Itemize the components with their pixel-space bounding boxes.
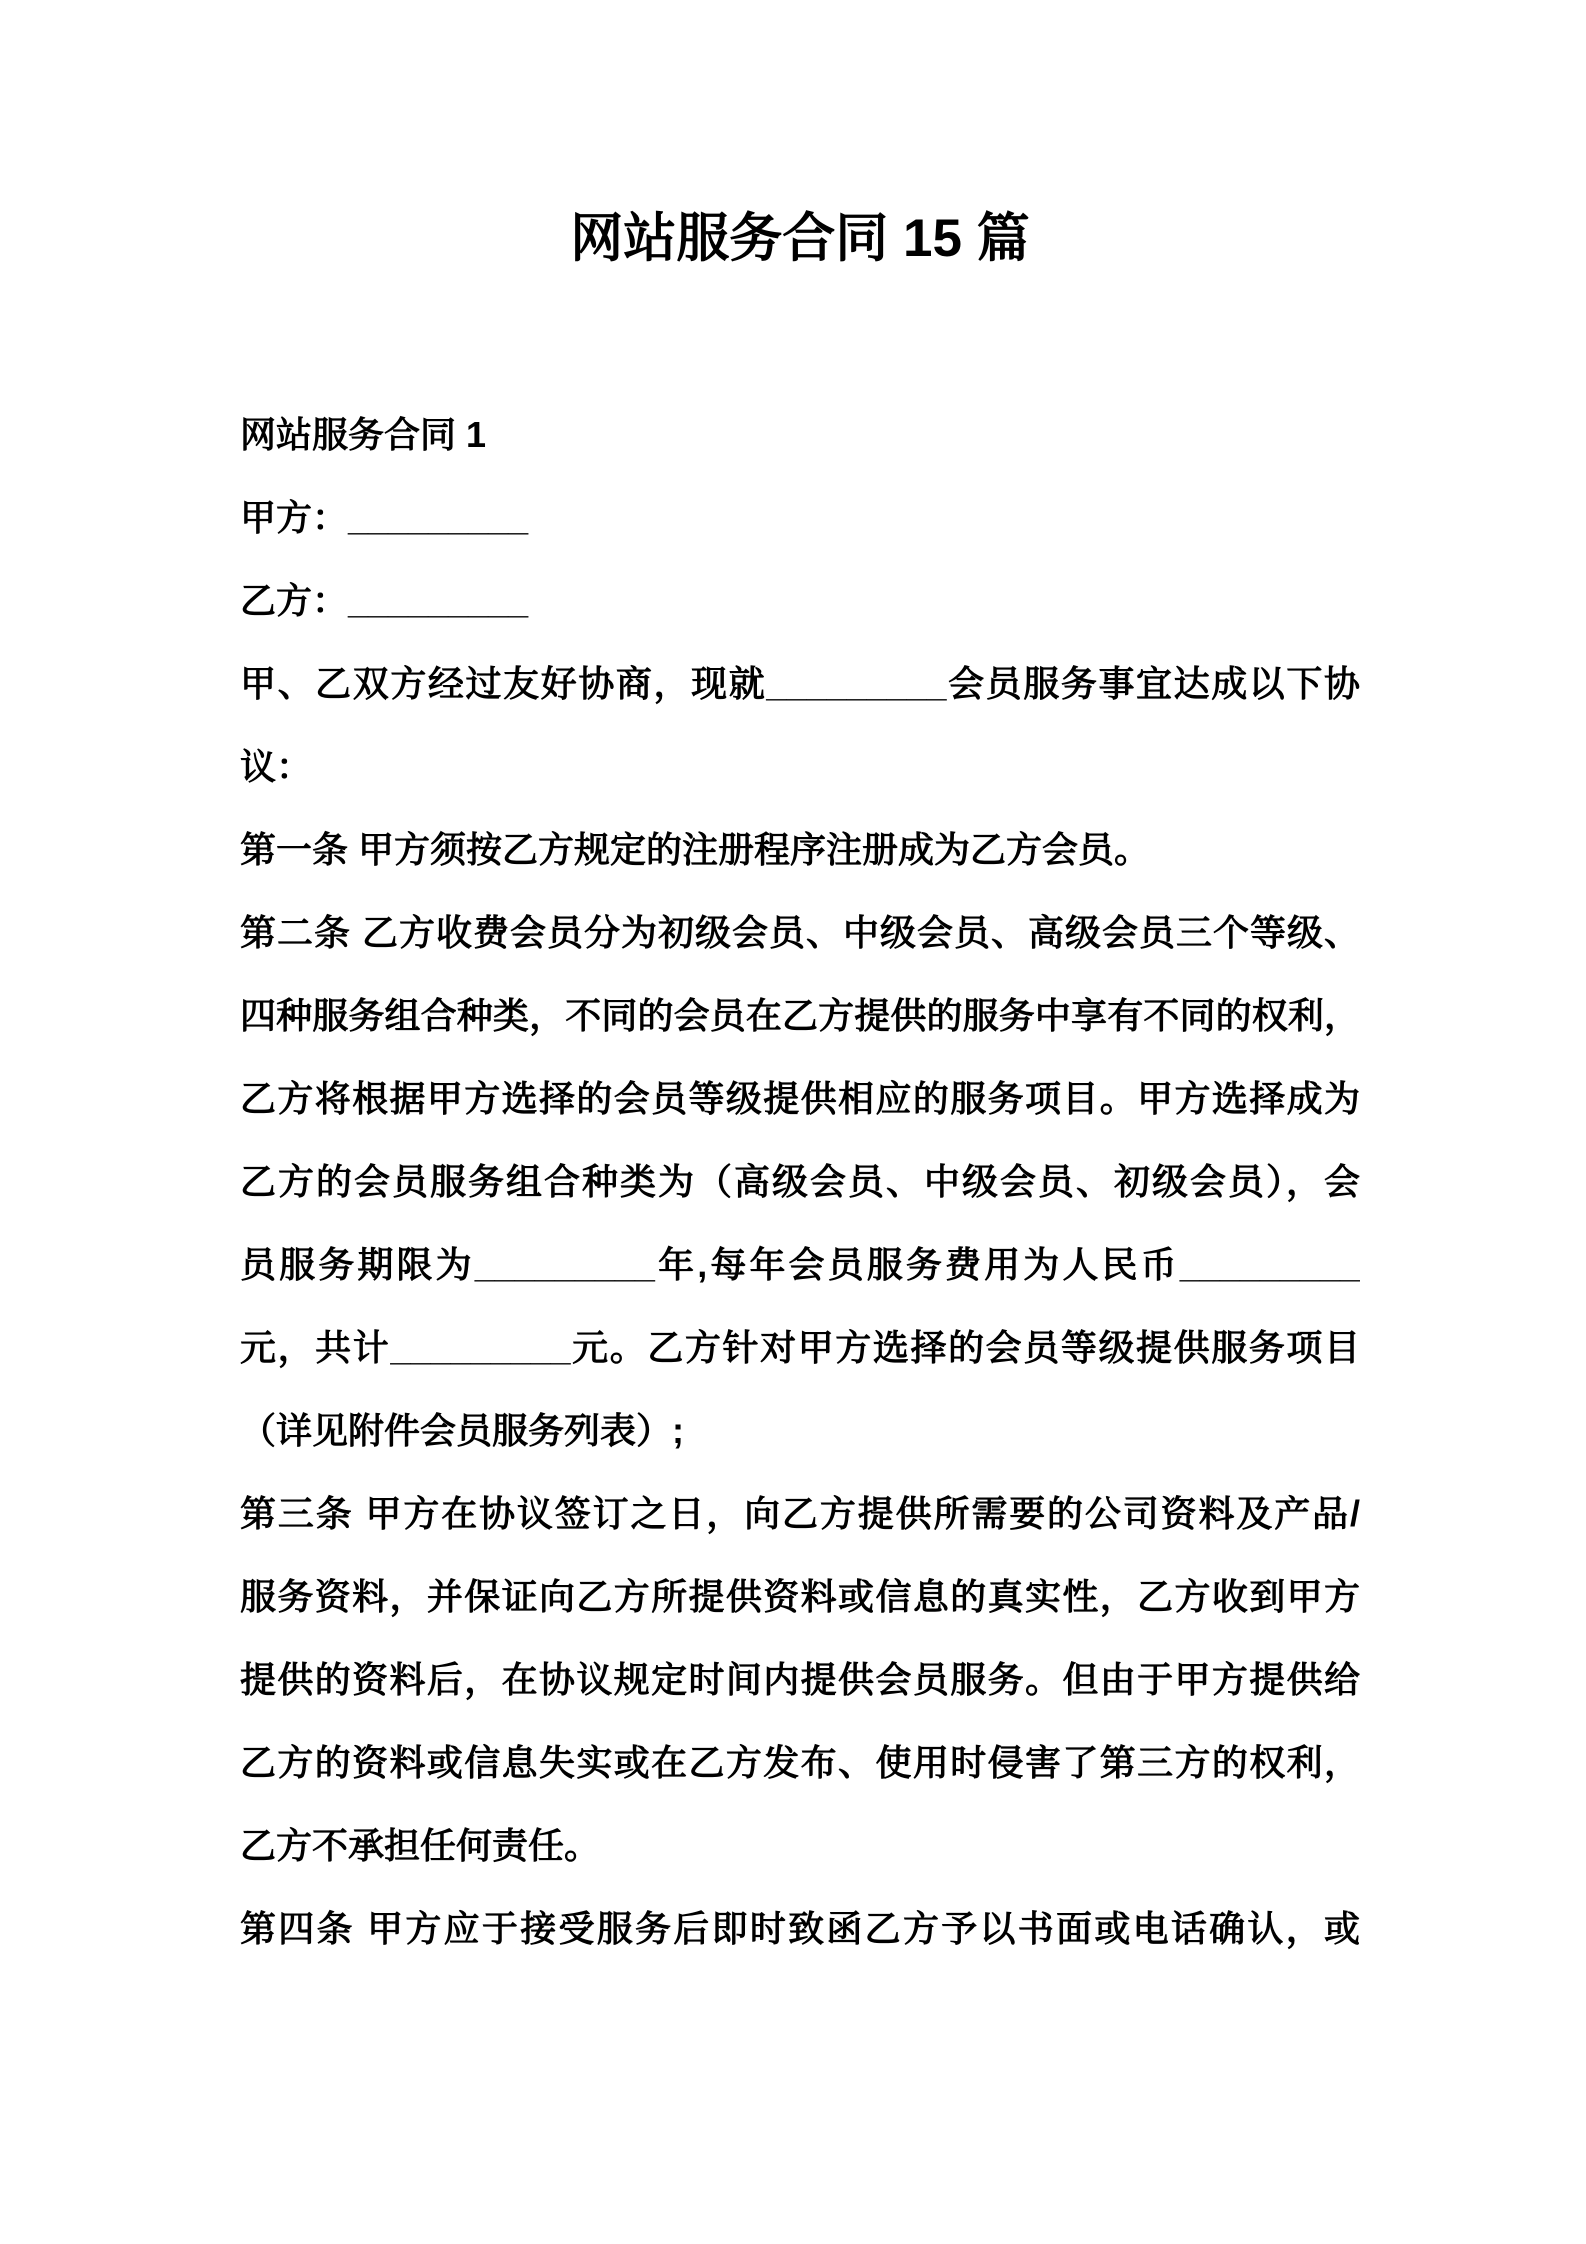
document-line: 乙方的资料或信息失实或在乙方发布、使用时侵害了第三方的权利， [240, 1742, 1360, 1783]
document-line: 甲、乙双方经过友好协商，现就_________会员服务事宜达成以下协 [240, 663, 1360, 704]
document-line: 服务资料，并保证向乙方所提供资料或信息的真实性，乙方收到甲方 [240, 1576, 1360, 1617]
document-line: （详见附件会员服务列表）; [240, 1410, 684, 1451]
document-line: 员服务期限为_________年,每年会员服务费用为人民币_________ [240, 1244, 1360, 1285]
document-line: 第二条 乙方收费会员分为初级会员、中级会员、高级会员三个等级、 [240, 912, 1360, 953]
document-body [240, 393, 1360, 1970]
document-title: 网站服务合同 15 篇 [570, 209, 1030, 268]
document-line: 第四条 甲方应于接受服务后即时致函乙方予以书面或电话确认，或 [240, 1908, 1360, 1949]
document-line: 提供的资料后，在协议规定时间内提供会员服务。但由于甲方提供给 [240, 1659, 1360, 1700]
document-line: 网站服务合同 1 [240, 414, 487, 455]
document-line: 第三条 甲方在协议签订之日，向乙方提供所需要的公司资料及产品/ [240, 1493, 1360, 1534]
document-line: 乙方不承担任何责任。 [240, 1825, 601, 1866]
document-line: 元，共计_________元。乙方针对甲方选择的会员等级提供服务项目 [240, 1327, 1360, 1368]
document-line: 乙方将根据甲方选择的会员等级提供相应的服务项目。甲方选择成为 [240, 1078, 1360, 1119]
document-line: 议： [240, 746, 313, 787]
document-line: 第一条 甲方须按乙方规定的注册程序注册成为乙方会员。 [240, 829, 1151, 870]
document-line: 乙方：_________ [240, 580, 529, 621]
document-line: 甲方：_________ [240, 497, 529, 538]
document-line: 乙方的会员服务组合种类为（高级会员、中级会员、初级会员），会 [240, 1161, 1360, 1202]
document-line: 四种服务组合种类，不同的会员在乙方提供的服务中享有不同的权利， [240, 995, 1360, 1036]
